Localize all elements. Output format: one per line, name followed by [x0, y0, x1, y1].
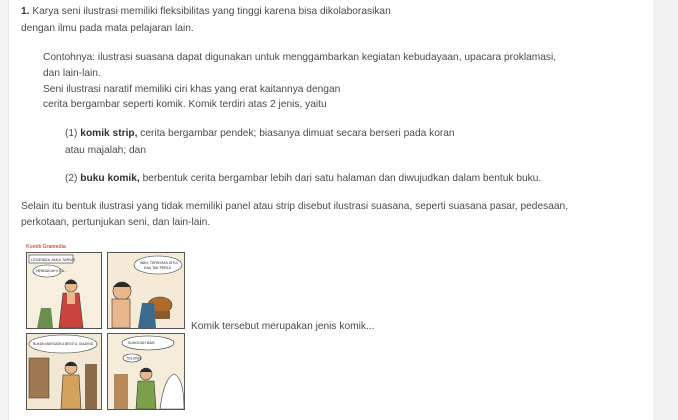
example-line-1: Contohnya: ilustrasi suasana dapat digunakan untuk menggambarkan kegiatan kebudayaan, upacara proklamasi, [43, 52, 557, 63]
closing-line-1: Selain itu bentuk ilustrasi yang tidak memiliki panel atau strip disebut ilustrasi suasana, seperti suasana pasar, pedesaan, [21, 201, 569, 212]
closing-line-2: perkotaan, pertunjukan seni, dan lain-lain. [21, 217, 211, 228]
panel-4-bubble: SUNGGUH BAIK [128, 341, 155, 345]
panel-2-bubble-2: KAU TAK PERLU [144, 266, 172, 270]
comic-panel-1 [26, 252, 102, 329]
comic-panel-3 [26, 333, 102, 410]
item2-prefix: (2) [65, 173, 81, 184]
scroll-track[interactable] [653, 0, 678, 420]
panel-2-bubble: WAH, TERNYATA GITU! [140, 261, 178, 265]
comic-panel-4 [107, 333, 185, 410]
list-item-1 [65, 127, 455, 140]
panel-3-bubble: BUKAN MAKSUDKU BEGITU, DIAJENG [33, 342, 94, 346]
narrative-line-2: cerita bergambar seperti komik. Komik terdiri atas 2 jenis, yaitu [43, 99, 327, 110]
item1-line-2: atau majalah; dan [65, 145, 146, 156]
panel-4-bubble-2: TOLONG! [126, 356, 142, 361]
list-item-2 [65, 172, 541, 185]
example-line-2: dan lain-lain. [43, 68, 101, 79]
comic-brand: Komik Gramedia [26, 244, 66, 250]
question-number: 1. [21, 6, 30, 17]
item2-term: buku komik, [80, 173, 140, 184]
intro-line-2: dengan ilmu pada mata pelajaran lain. [21, 23, 194, 34]
item2-text: berbentuk cerita bergambar lebih dari satu halaman dan diwujudkan dalam bentuk buku. [139, 173, 542, 184]
comic-panel-2 [107, 252, 185, 329]
panel-1-caption: LEGENDA JAKA TARUB [31, 257, 76, 262]
narrative-line-1: Seni ilustrasi naratif memiliki ciri khas yang erat kaitannya dengan [43, 84, 341, 95]
panel-4-art [108, 334, 184, 409]
panel-3-art [27, 334, 101, 409]
panel-1-bubble: HENDAKAH KITA... [36, 269, 67, 273]
intro-line-1: Karya seni ilustrasi memiliki fleksibilitas yang tinggi karena bisa dikolaborasikan [32, 6, 391, 17]
item1-text: cerita bergambar pendek; biasanya dimuat secara berseri pada koran [137, 128, 455, 139]
question-intro [21, 5, 391, 18]
comic-illustration [25, 243, 187, 413]
panel-2-art [108, 253, 184, 328]
image-caption: Komik tersebut merupakan jenis komik... [191, 321, 375, 332]
item1-prefix: (1) [65, 128, 81, 139]
item1-term: komik strip, [80, 128, 138, 139]
panel-1-art [27, 253, 101, 328]
